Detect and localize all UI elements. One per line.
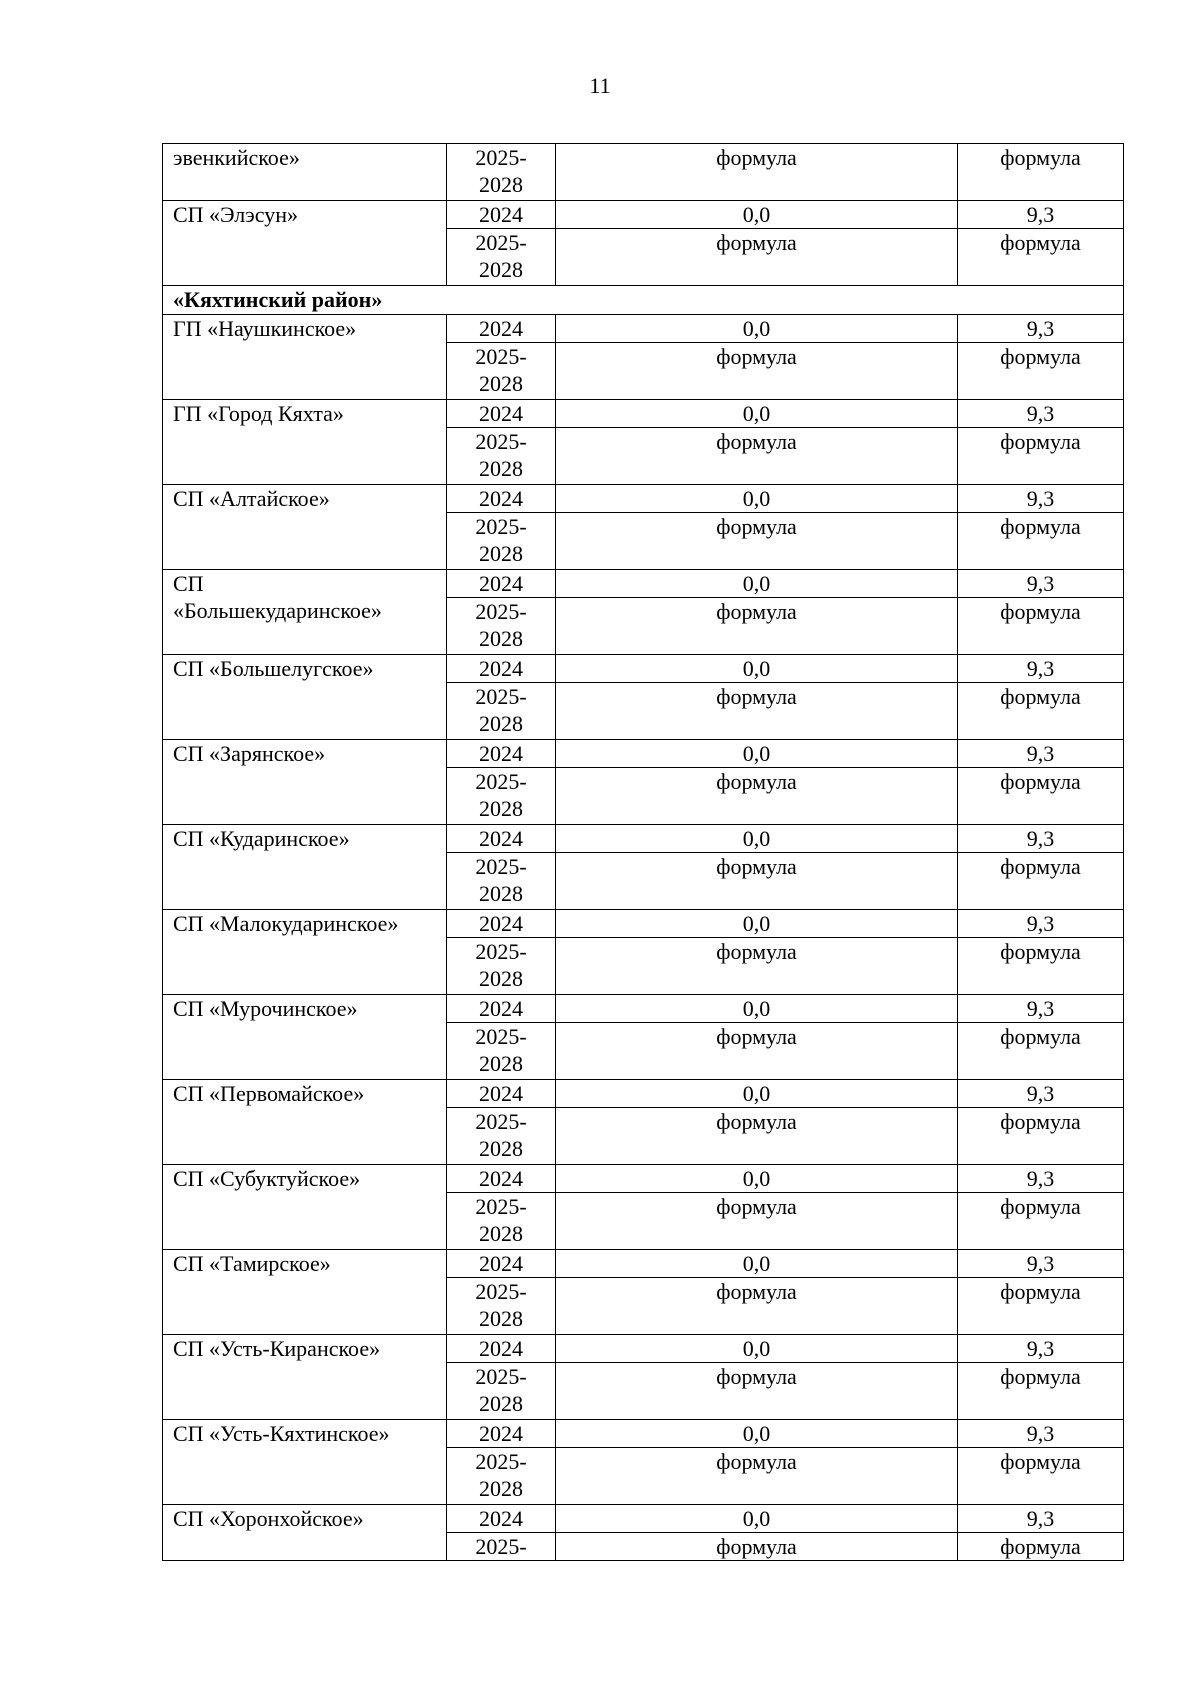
value-cell-a: формула <box>556 1193 958 1250</box>
settlement-name: ГП «Наушкинское» <box>163 315 447 400</box>
year-cell: 2025- 2028 <box>447 513 556 570</box>
year-cell: 2025- 2028 <box>447 938 556 995</box>
value-cell-b: 9,3 <box>958 995 1124 1023</box>
value-cell-a: формула <box>556 229 958 286</box>
year-cell: 2025- 2028 <box>447 428 556 485</box>
year-cell: 2025- 2028 <box>447 1278 556 1335</box>
year-cell: 2025- <box>447 1533 556 1561</box>
table-row <box>163 400 1124 428</box>
value-cell-b: формула <box>958 598 1124 655</box>
value-cell-b: 9,3 <box>958 655 1124 683</box>
settlement-name: эвенкийское» <box>163 144 447 201</box>
year-cell: 2024 <box>447 1165 556 1193</box>
table-row <box>163 1165 1124 1193</box>
year-cell: 2024 <box>447 1335 556 1363</box>
table-row <box>163 201 1124 229</box>
value-cell-a: 0,0 <box>556 995 958 1023</box>
table-row <box>163 144 1124 201</box>
settlement-name: СП «Большекударинское» <box>163 570 447 655</box>
year-cell: 2024 <box>447 570 556 598</box>
value-cell-b: формула <box>958 513 1124 570</box>
settlement-name: СП «Тамирское» <box>163 1250 447 1335</box>
value-cell-b: формула <box>958 1278 1124 1335</box>
value-cell-b: 9,3 <box>958 1420 1124 1448</box>
value-cell-b: формула <box>958 343 1124 400</box>
value-cell-a: 0,0 <box>556 1080 958 1108</box>
value-cell-a: формула <box>556 598 958 655</box>
table-row <box>163 1420 1124 1448</box>
table-row <box>163 1250 1124 1278</box>
year-cell: 2024 <box>447 400 556 428</box>
year-cell: 2025- 2028 <box>447 1193 556 1250</box>
settlement-name: СП «Малокударинское» <box>163 910 447 995</box>
settlement-name: СП «Кударинское» <box>163 825 447 910</box>
table-row <box>163 740 1124 768</box>
value-cell-a: 0,0 <box>556 400 958 428</box>
value-cell-a: формула <box>556 1023 958 1080</box>
year-cell: 2024 <box>447 315 556 343</box>
year-cell: 2024 <box>447 1420 556 1448</box>
year-cell: 2025- 2028 <box>447 598 556 655</box>
value-cell-b: 9,3 <box>958 1505 1124 1533</box>
table-row <box>163 910 1124 938</box>
value-cell-b: 9,3 <box>958 1165 1124 1193</box>
settlement-name: СП «Элэсун» <box>163 201 447 286</box>
value-cell-b: формула <box>958 1448 1124 1505</box>
table-row <box>163 1335 1124 1363</box>
value-cell-a: формула <box>556 1448 958 1505</box>
settlement-name: СП «Алтайское» <box>163 485 447 570</box>
value-cell-a: формула <box>556 768 958 825</box>
settlement-name: СП «Хоронхойское» <box>163 1505 447 1561</box>
table-row <box>163 315 1124 343</box>
value-cell-a: 0,0 <box>556 825 958 853</box>
year-cell: 2025- 2028 <box>447 768 556 825</box>
value-cell-b: формула <box>958 229 1124 286</box>
year-cell: 2025- 2028 <box>447 144 556 201</box>
year-cell: 2025- 2028 <box>447 1448 556 1505</box>
data-table <box>162 143 1124 1561</box>
value-cell-a: 0,0 <box>556 1505 958 1533</box>
year-cell: 2024 <box>447 1080 556 1108</box>
value-cell-b: формула <box>958 428 1124 485</box>
value-cell-a: формула <box>556 1108 958 1165</box>
value-cell-a: 0,0 <box>556 740 958 768</box>
value-cell-b: 9,3 <box>958 740 1124 768</box>
value-cell-b: формула <box>958 1023 1124 1080</box>
year-cell: 2025- 2028 <box>447 1023 556 1080</box>
value-cell-a: формула <box>556 1533 958 1561</box>
table-row <box>163 1505 1124 1533</box>
year-cell: 2024 <box>447 825 556 853</box>
year-cell: 2025- 2028 <box>447 229 556 286</box>
value-cell-a: 0,0 <box>556 1250 958 1278</box>
table-row <box>163 1080 1124 1108</box>
value-cell-a: формула <box>556 513 958 570</box>
value-cell-a: формула <box>556 144 958 201</box>
settlement-name: СП «Большелугское» <box>163 655 447 740</box>
year-cell: 2025- 2028 <box>447 853 556 910</box>
year-cell: 2025- 2028 <box>447 683 556 740</box>
section-title: «Кяхтинский район» <box>163 286 1124 315</box>
value-cell-b: 9,3 <box>958 1335 1124 1363</box>
value-cell-a: 0,0 <box>556 1165 958 1193</box>
section-row <box>163 286 1124 315</box>
year-cell: 2024 <box>447 995 556 1023</box>
table-row <box>163 995 1124 1023</box>
table-row <box>163 825 1124 853</box>
value-cell-b: формула <box>958 938 1124 995</box>
table-row <box>163 655 1124 683</box>
value-cell-a: 0,0 <box>556 570 958 598</box>
settlement-name: СП «Усть-Киранское» <box>163 1335 447 1420</box>
year-cell: 2024 <box>447 655 556 683</box>
value-cell-b: 9,3 <box>958 400 1124 428</box>
page-number: 11 <box>589 73 611 98</box>
year-cell: 2024 <box>447 201 556 229</box>
value-cell-a: 0,0 <box>556 315 958 343</box>
value-cell-a: 0,0 <box>556 201 958 229</box>
value-cell-a: 0,0 <box>556 655 958 683</box>
settlement-name: СП «Первомайское» <box>163 1080 447 1165</box>
value-cell-a: формула <box>556 1278 958 1335</box>
value-cell-b: формула <box>958 1193 1124 1250</box>
value-cell-b: формула <box>958 683 1124 740</box>
value-cell-b: формула <box>958 1363 1124 1420</box>
value-cell-b: формула <box>958 1108 1124 1165</box>
value-cell-b: 9,3 <box>958 910 1124 938</box>
table-row <box>163 485 1124 513</box>
settlement-name: ГП «Город Кяхта» <box>163 400 447 485</box>
year-cell: 2024 <box>447 1250 556 1278</box>
value-cell-b: формула <box>958 768 1124 825</box>
table-row <box>163 570 1124 598</box>
value-cell-a: формула <box>556 853 958 910</box>
table-body <box>163 144 1124 1561</box>
year-cell: 2025- 2028 <box>447 1108 556 1165</box>
settlement-name: СП «Мурочинское» <box>163 995 447 1080</box>
year-cell: 2025- 2028 <box>447 343 556 400</box>
value-cell-a: формула <box>556 683 958 740</box>
value-cell-b: 9,3 <box>958 570 1124 598</box>
year-cell: 2024 <box>447 910 556 938</box>
value-cell-a: формула <box>556 343 958 400</box>
value-cell-b: формула <box>958 1533 1124 1561</box>
value-cell-a: 0,0 <box>556 1420 958 1448</box>
value-cell-b: формула <box>958 853 1124 910</box>
value-cell-b: формула <box>958 144 1124 201</box>
value-cell-a: 0,0 <box>556 910 958 938</box>
year-cell: 2024 <box>447 1505 556 1533</box>
value-cell-a: 0,0 <box>556 1335 958 1363</box>
value-cell-a: формула <box>556 938 958 995</box>
value-cell-a: формула <box>556 1363 958 1420</box>
value-cell-a: 0,0 <box>556 485 958 513</box>
value-cell-b: 9,3 <box>958 825 1124 853</box>
value-cell-b: 9,3 <box>958 485 1124 513</box>
value-cell-b: 9,3 <box>958 1250 1124 1278</box>
value-cell-b: 9,3 <box>958 315 1124 343</box>
value-cell-b: 9,3 <box>958 201 1124 229</box>
settlement-name: СП «Зарянское» <box>163 740 447 825</box>
year-cell: 2024 <box>447 485 556 513</box>
settlement-name: СП «Субуктуйское» <box>163 1165 447 1250</box>
year-cell: 2025- 2028 <box>447 1363 556 1420</box>
value-cell-b: 9,3 <box>958 1080 1124 1108</box>
value-cell-a: формула <box>556 428 958 485</box>
settlement-name: СП «Усть-Кяхтинское» <box>163 1420 447 1505</box>
year-cell: 2024 <box>447 740 556 768</box>
